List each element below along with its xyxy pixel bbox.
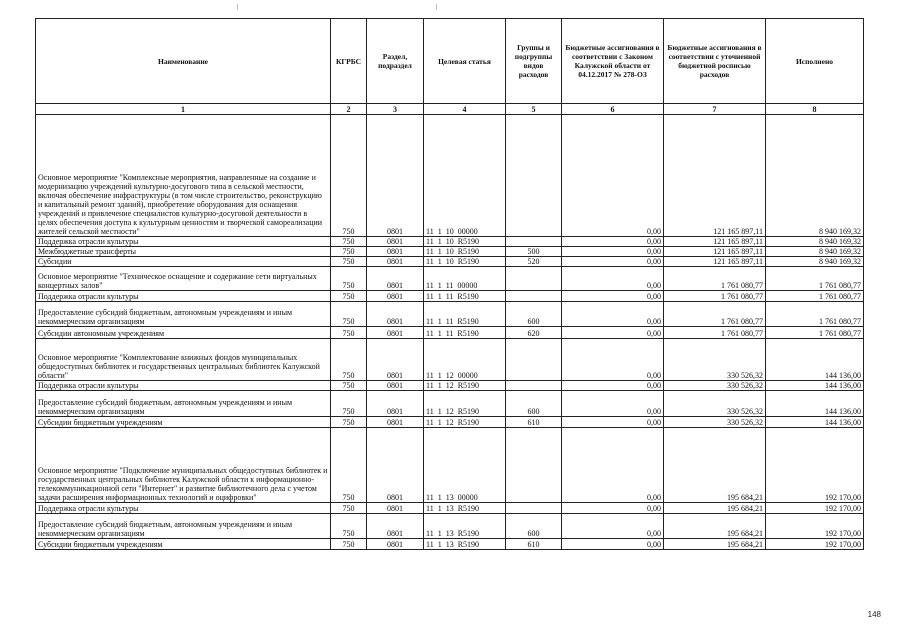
cell-target-article: 11 1 10 R5190 (424, 257, 506, 267)
cell-section: 0801 (367, 247, 424, 257)
table-row (36, 417, 864, 428)
table-row (36, 302, 864, 327)
cell-expense-group: 520 (506, 257, 562, 267)
cell-name: Межбюджетные трансферты (36, 247, 331, 257)
cell-refined-allocation: 1 761 080,77 (664, 291, 766, 302)
cell-law-allocation: 0,00 (562, 237, 664, 247)
table-row (36, 291, 864, 302)
cell-section: 0801 (367, 417, 424, 428)
cell-expense-group: 600 (506, 514, 562, 539)
cell-target-article: 11 1 12 00000 (424, 339, 506, 381)
cell-kgrbs: 750 (331, 514, 367, 539)
cell-section: 0801 (367, 257, 424, 267)
cell-kgrbs: 750 (331, 381, 367, 391)
scan-mark (436, 4, 437, 10)
cell-section: 0801 (367, 302, 424, 327)
cell-target-article: 11 1 10 R5190 (424, 237, 506, 247)
cell-law-allocation: 0,00 (562, 291, 664, 302)
table-row (36, 503, 864, 514)
table-row (36, 514, 864, 539)
cell-executed: 144 136,00 (766, 417, 864, 428)
cell-expense-group: 610 (506, 417, 562, 428)
table-row (36, 327, 864, 339)
table-row (36, 237, 864, 247)
column-number: 4 (424, 104, 506, 115)
cell-expense-group (506, 237, 562, 247)
cell-expense-group: 620 (506, 327, 562, 339)
cell-executed: 8 940 169,32 (766, 247, 864, 257)
cell-kgrbs: 750 (331, 539, 367, 550)
column-number: 8 (766, 104, 864, 115)
cell-name: Поддержка отрасли культуры (36, 291, 331, 302)
cell-executed: 192 170,00 (766, 428, 864, 503)
cell-expense-group (506, 381, 562, 391)
cell-kgrbs: 750 (331, 417, 367, 428)
cell-section: 0801 (367, 381, 424, 391)
cell-name: Субсидии автономным учреждениям (36, 327, 331, 339)
column-number: 7 (664, 104, 766, 115)
cell-kgrbs: 750 (331, 391, 367, 417)
cell-target-article: 11 1 13 R5190 (424, 539, 506, 550)
cell-refined-allocation: 121 165 897,11 (664, 115, 766, 237)
cell-law-allocation: 0,00 (562, 257, 664, 267)
column-number: 3 (367, 104, 424, 115)
cell-expense-group (506, 267, 562, 291)
table-body (36, 115, 864, 550)
cell-refined-allocation: 1 761 080,77 (664, 327, 766, 339)
cell-name: Предоставление субсидий бюджетным, автономным учреждениям и иным некоммерческим организациям (36, 514, 331, 539)
budget-execution-table (35, 18, 864, 550)
page-number: 148 (867, 610, 881, 619)
cell-name: Предоставление субсидий бюджетным, автономным учреждениям и иным некоммерческим организациям (36, 391, 331, 417)
cell-law-allocation: 0,00 (562, 417, 664, 428)
cell-refined-allocation: 195 684,21 (664, 514, 766, 539)
cell-expense-group: 600 (506, 302, 562, 327)
cell-kgrbs: 750 (331, 257, 367, 267)
cell-executed: 8 940 169,32 (766, 257, 864, 267)
cell-executed: 144 136,00 (766, 381, 864, 391)
table-row (36, 428, 864, 503)
table-header-row (36, 19, 864, 104)
cell-kgrbs: 750 (331, 503, 367, 514)
cell-law-allocation: 0,00 (562, 247, 664, 257)
cell-refined-allocation: 121 165 897,11 (664, 257, 766, 267)
cell-executed: 1 761 080,77 (766, 327, 864, 339)
cell-section: 0801 (367, 267, 424, 291)
scan-mark (237, 4, 238, 10)
table-row (36, 247, 864, 257)
cell-executed: 144 136,00 (766, 339, 864, 381)
cell-target-article: 11 1 12 R5190 (424, 417, 506, 428)
cell-law-allocation: 0,00 (562, 503, 664, 514)
cell-kgrbs: 750 (331, 302, 367, 327)
cell-expense-group: 600 (506, 391, 562, 417)
cell-name: Поддержка отрасли культуры (36, 503, 331, 514)
header-refined-allocations: Бюджетные ассигнования в соответствии с уточненной бюджетной росписью расходов (664, 19, 766, 104)
cell-expense-group: 500 (506, 247, 562, 257)
cell-target-article: 11 1 11 00000 (424, 267, 506, 291)
table-row (36, 115, 864, 237)
cell-name: Поддержка отрасли культуры (36, 381, 331, 391)
cell-refined-allocation: 330 526,32 (664, 417, 766, 428)
cell-name: Основное мероприятие "Комплектование книжных фондов муниципальных общедоступных библиотек и государственных центральных библиотек Калужской области" (36, 339, 331, 381)
cell-expense-group (506, 291, 562, 302)
cell-law-allocation: 0,00 (562, 267, 664, 291)
cell-name: Основное мероприятие "Комплексные мероприятия, направленные на создание и модернизацию учреждений культурно-досугового типа в сельской местности, включая обеспечение инфраструктуры (в том числе строительство, реконструкцию и капитальный ремонт зданий), приобретение оборудования для оснащения учреждений и привлечение специалистов культурно-досуговой деятельности в целях обеспечения доступа к культурным ценностям и творческой самореализации жителей сельской местности" (36, 115, 331, 237)
cell-section: 0801 (367, 391, 424, 417)
cell-section: 0801 (367, 428, 424, 503)
cell-refined-allocation: 195 684,21 (664, 539, 766, 550)
cell-target-article: 11 1 11 R5190 (424, 302, 506, 327)
cell-target-article: 11 1 12 R5190 (424, 381, 506, 391)
cell-law-allocation: 0,00 (562, 302, 664, 327)
cell-kgrbs: 750 (331, 247, 367, 257)
cell-section: 0801 (367, 327, 424, 339)
cell-expense-group (506, 115, 562, 237)
cell-kgrbs: 750 (331, 339, 367, 381)
cell-target-article: 11 1 13 R5190 (424, 503, 506, 514)
cell-law-allocation: 0,00 (562, 381, 664, 391)
cell-name: Предоставление субсидий бюджетным, автономным учреждениям и иным некоммерческим организациям (36, 302, 331, 327)
cell-refined-allocation: 121 165 897,11 (664, 247, 766, 257)
cell-refined-allocation: 195 684,21 (664, 503, 766, 514)
cell-name: Субсидии бюджетным учреждениям (36, 539, 331, 550)
cell-section: 0801 (367, 237, 424, 247)
cell-expense-group: 610 (506, 539, 562, 550)
cell-section: 0801 (367, 514, 424, 539)
cell-target-article: 11 1 13 R5190 (424, 514, 506, 539)
table-row (36, 339, 864, 381)
cell-expense-group (506, 428, 562, 503)
column-number: 1 (36, 104, 331, 115)
cell-name: Поддержка отрасли культуры (36, 237, 331, 247)
cell-kgrbs: 750 (331, 267, 367, 291)
cell-target-article: 11 1 11 R5190 (424, 291, 506, 302)
column-number: 2 (331, 104, 367, 115)
table-row (36, 267, 864, 291)
cell-name: Субсидии (36, 257, 331, 267)
cell-refined-allocation: 330 526,32 (664, 391, 766, 417)
cell-law-allocation: 0,00 (562, 428, 664, 503)
cell-target-article: 11 1 12 R5190 (424, 391, 506, 417)
column-number-row (36, 104, 864, 115)
cell-refined-allocation: 121 165 897,11 (664, 237, 766, 247)
cell-executed: 144 136,00 (766, 391, 864, 417)
cell-executed: 8 940 169,32 (766, 115, 864, 237)
table-row (36, 257, 864, 267)
header-target-article: Целевая статья (424, 19, 506, 104)
cell-target-article: 11 1 11 R5190 (424, 327, 506, 339)
header-section: Раздел, подраздел (367, 19, 424, 104)
cell-executed: 8 940 169,32 (766, 237, 864, 247)
header-kgrbs: КГРБС (331, 19, 367, 104)
header-executed: Исполнено (766, 19, 864, 104)
table-row (36, 381, 864, 391)
cell-name: Субсидии бюджетным учреждениям (36, 417, 331, 428)
cell-kgrbs: 750 (331, 237, 367, 247)
cell-executed: 192 170,00 (766, 503, 864, 514)
cell-refined-allocation: 1 761 080,77 (664, 267, 766, 291)
cell-refined-allocation: 195 684,21 (664, 428, 766, 503)
cell-executed: 192 170,00 (766, 514, 864, 539)
table-row (36, 391, 864, 417)
cell-law-allocation: 0,00 (562, 514, 664, 539)
cell-section: 0801 (367, 539, 424, 550)
cell-section: 0801 (367, 503, 424, 514)
cell-kgrbs: 750 (331, 327, 367, 339)
table-row (36, 539, 864, 550)
cell-expense-group (506, 339, 562, 381)
cell-section: 0801 (367, 291, 424, 302)
cell-executed: 1 761 080,77 (766, 267, 864, 291)
cell-expense-group (506, 503, 562, 514)
cell-section: 0801 (367, 115, 424, 237)
cell-name: Основное мероприятие "Техническое оснащение и содержание сети виртуальных концертных залов" (36, 267, 331, 291)
cell-target-article: 11 1 13 00000 (424, 428, 506, 503)
cell-law-allocation: 0,00 (562, 339, 664, 381)
cell-law-allocation: 0,00 (562, 327, 664, 339)
header-expense-groups: Группы и подгруппы видов расходов (506, 19, 562, 104)
cell-executed: 1 761 080,77 (766, 302, 864, 327)
cell-refined-allocation: 1 761 080,77 (664, 302, 766, 327)
cell-section: 0801 (367, 339, 424, 381)
header-name: Наименование (36, 19, 331, 104)
cell-kgrbs: 750 (331, 115, 367, 237)
header-law-allocations: Бюджетные ассигнования в соответствии с Законом Калужской области от 04.12.2017 № 278-ОЗ (562, 19, 664, 104)
cell-kgrbs: 750 (331, 428, 367, 503)
cell-target-article: 11 1 10 R5190 (424, 247, 506, 257)
column-number: 5 (506, 104, 562, 115)
cell-refined-allocation: 330 526,32 (664, 381, 766, 391)
cell-law-allocation: 0,00 (562, 539, 664, 550)
cell-target-article: 11 1 10 00000 (424, 115, 506, 237)
cell-law-allocation: 0,00 (562, 115, 664, 237)
cell-executed: 192 170,00 (766, 539, 864, 550)
cell-refined-allocation: 330 526,32 (664, 339, 766, 381)
cell-law-allocation: 0,00 (562, 391, 664, 417)
cell-kgrbs: 750 (331, 291, 367, 302)
cell-executed: 1 761 080,77 (766, 291, 864, 302)
column-number: 6 (562, 104, 664, 115)
cell-name: Основное мероприятие "Подключение муниципальных общедоступных библиотек и государственных центральных библиотек Калужской области к информационно-телекоммуникационной сети "Интернет" и развитие библиотечного дела с учетом задачи расширения информационных технологий и оцифровки" (36, 428, 331, 503)
